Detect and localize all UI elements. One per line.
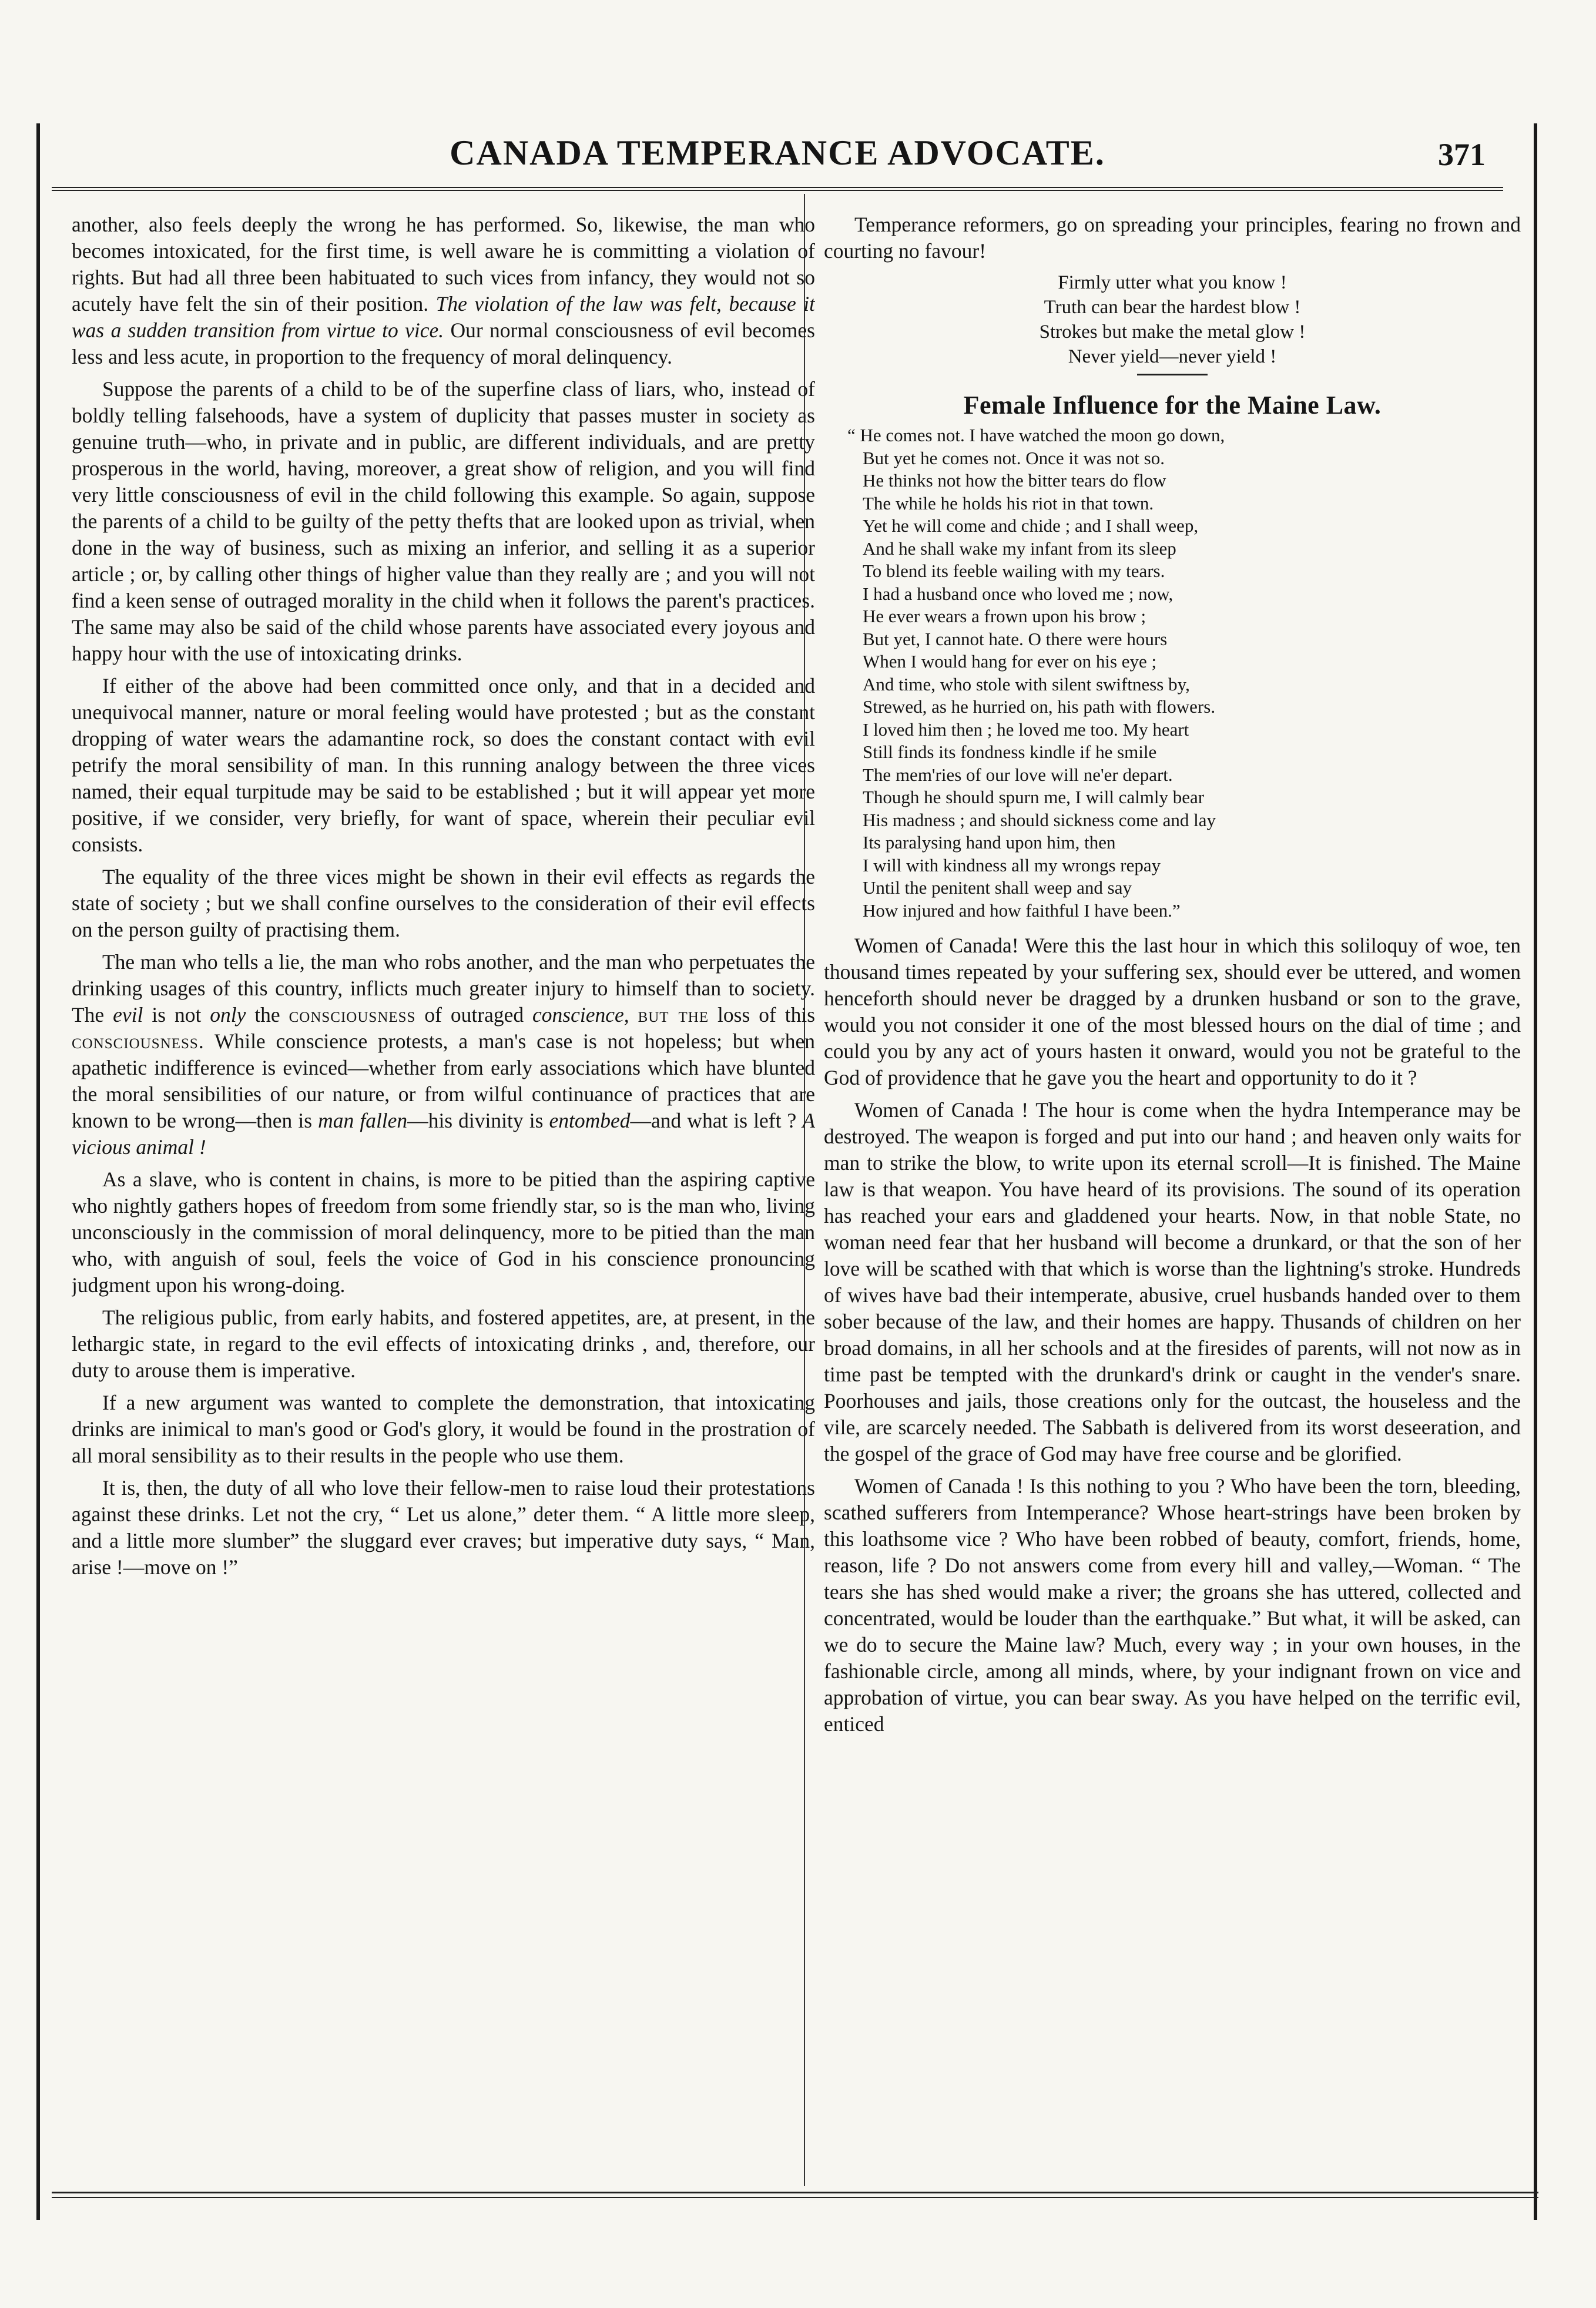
section-rule (1137, 374, 1208, 375)
poem-line: How injured and how faithful I have been.” (863, 900, 1181, 921)
poem-line: And he shall wake my infant from its sleep (863, 538, 1176, 559)
paragraph: The religious public, from early habits, and fostered appetites, are, at present, in the lethargic state, in regard to the evil effects of intoxicating drinks , and, therefore, our duty to arouse them is imperative. (72, 1306, 815, 1382)
poem-line: The mem'ries of our love will ne'er depart. (863, 764, 1173, 785)
poem-line: His madness ; and should sickness come and lay (863, 809, 1216, 830)
poem-line: Still finds its fondness kindle if he smile (863, 742, 1157, 762)
poem-line: He thinks not how the bitter tears do flow (863, 470, 1166, 491)
paragraph: another, also feels deeply the wrong he has performed. So, likewise, the man who becomes intoxicated, for the first time, is well aware he is committing a violation of rights. But had all three been habituated to such vices from infancy, they would not so acutely have felt the sin of their position. The violation of the law was felt, because it was a sudden transition from virtue to vice. Our normal consciousness of evil becomes less and less acute, in proportion to the frequency of moral delinquency. (72, 213, 815, 368)
paragraph: Women of Canada! Were this the last hour in which this soliloquy of woe, ten thousand times repeated by your suffering sex, should ever be uttered, and women henceforth should never be dragged by a drunken husband or son to the grave, would you not consider it one of the most blessed hours on the dial of time ; and could you by any act of yours hasten it onward, would you not be grateful to the God of providence that he gave you the heart and opportunity to do it ? (824, 934, 1521, 1089)
page-header (52, 128, 1503, 191)
poem-line: But yet, I cannot hate. O there were hours (863, 628, 1168, 649)
bottom-rule (52, 2192, 1538, 2198)
paragraph: Women of Canada ! The hour is come when the hydra Intemperance may be destroyed. The weapon is forged and put into our hand ; and heaven only waits for man to strike the blow, to write upon its eternal scroll—It is finished. The Maine law is that weapon. You have heard of its provisions. The sound of its operation has reached your ears and gladdened your hearts. Now, in that noble State, no woman need fear that her husband will become a drunkard, or that the son of her love will be scathed with that which is worse than the lightning's stroke. Hundreds of wives have bad their intemperate, abusive, cruel husbands handed over to them sober because of the law, and their homes are happy. Thusands of children on her broad domains, in all her schools and at the firesides of parents, will not now as in time past be tempted with the drunkard's drink or caught in the vender's snare. Poorhouses and jails, those creations only for the outcast, the houseless and the vile, are scarcely needed. The Sabbath is delivered from its worst deseeration, and the gospel of the grace of God may have free course and be glorified. (824, 1098, 1521, 1465)
left-column (72, 212, 815, 2186)
paragraph: The man who tells a lie, the man who robs another, and the man who perpetuates the drinking usages of this country, inflicts much greater injury to himself than to society. The evil is not only the consciousness of outraged conscience, but the loss of this consciousness. While conscience protests, a man's case is not hopeless; but when apathetic indifference is evinced—whether from early associations which have blunted the moral sensibilities of our nature, or from wilful continuance of practices that are known to be wrong—then is man fallen—his divinity is entombed—and what is left ? A vicious animal ! (72, 950, 815, 1159)
paragraph: Women of Canada ! Is this nothing to you ? Who have been the torn, bleeding, scathed sufferers from Intemperance? Whose heart-strings have been broken by this loathsome vice ? Who have been robbed of beauty, comfort, friends, home, reason, life ? Do not answers come from every hill and valley,—Woman. “ The tears she has shed would make a river; the groans she has uttered, collected and concentrated, would be louder than the earthquake.” But what, it will be asked, can we do to secure the Maine law? Much, every way ; in your own houses, in the fashionable circle, among all minds, where, by your indignant frown on vice and approbation of virtue, you can bear sway. As you have helped on the terrific evil, enticed (824, 1474, 1521, 1736)
paragraph: Temperance reformers, go on spreading your principles, fearing no frown and courting no favour! (824, 213, 1521, 263)
poem-line: Though he should spurn me, I will calmly bear (863, 787, 1205, 807)
verse-line: Strokes but make the metal glow ! (1039, 321, 1306, 343)
poem-line: Until the penitent shall weep and say (863, 877, 1132, 898)
poem-line: And time, who stole with silent swiftness by, (863, 673, 1190, 695)
page-number: 371 (1438, 137, 1486, 172)
poem-line: Yet he will come and chide ; and I shall weep, (863, 515, 1199, 536)
paragraph: Suppose the parents of a child to be of the superfine class of liars, who, instead of boldly telling falsehoods, have a system of duplicity that passes muster in society as genuine truth—who, in private and in public, are different individuals, and are pretty prosperous in the world, having, moreover, a great show of religion, and you will find very little consciousness of evil in the child following this example. So again, suppose the parents of a child to be guilty of the petty thefts that are looked upon as trivial, when done in the way of business, such as mixing an inferior, and selling it as a superior article ; or, by calling other things of higher value than they really are ; and you will not find a keen sense of outraged morality in the child when it follows the parent's practices. The same may also be said of the child whose parents have associated every joyous and happy hour with the use of intoxicating drinks. (72, 377, 815, 665)
poem-line: I will with kindness all my wrongs repay (863, 854, 1161, 875)
poem-line: He ever wears a frown upon his brow ; (863, 606, 1146, 626)
paragraph: It is, then, the duty of all who love their fellow-men to raise loud their protestations against these drinks. Let not the cry, “ Let us alone,” deter them. “ A little more sleep, and a little more slumber” the sluggard ever craves; but imperative duty says, “ Man, arise !—move on !” (72, 1476, 815, 1579)
poem-line: To blend its feeble wailing with my tears. (863, 561, 1165, 581)
paragraph: If a new argument was wanted to complete the demonstration, that intoxicating drinks are inimical to man's good or God's glory, it would be found in the prostration of all moral sensibility as to their results in the people who use them. (72, 1391, 815, 1467)
poem-line: The while he holds his riot in that town. (863, 492, 1154, 514)
paragraph: The equality of the three vices might be shown in their evil effects as regards the state of society ; but we shall confine ourselves to the consideration of their evil effects on the person guilty of practising them. (72, 865, 815, 941)
paragraph: If either of the above had been committed once only, and that in a decided and unequivocal manner, nature or moral feeling would have protested ; but as the constant dropping of water wears the adamantine rock, so does the constant contact with evil petrify the moral sensibility of man. In this running analogy between the three vices named, their equal turpitude may be said to be established ; but it will appear yet more positive, if we consider, very briefly, for want of space, wherein their peculiar evil consists. (72, 674, 815, 856)
poem-line: I loved him then ; he loved me too. My heart (863, 719, 1189, 740)
section-title: Female Influence for the Maine Law. (963, 391, 1382, 420)
verse (824, 270, 1521, 369)
verse-line: Firmly utter what you know ! (1058, 272, 1287, 293)
verse-line: Truth can bear the hardest blow ! (1044, 297, 1301, 318)
poem-line: But yet he comes not. Once it was not so. (863, 447, 1165, 468)
poem (847, 424, 1521, 922)
poem-line: “ He comes not. I have watched the moon go down, (847, 425, 1225, 445)
masthead: CANADA TEMPERANCE ADVOCATE. (450, 133, 1105, 172)
poem-line: Strewed, as he hurried on, his path with flowers. (863, 696, 1216, 717)
poem-line: When I would hang for ever on his eye ; (863, 651, 1157, 672)
right-column (824, 212, 1521, 2186)
poem-line: I had a husband once who loved me ; now, (863, 583, 1173, 604)
verse-line: Never yield—never yield ! (1068, 346, 1277, 367)
poem-line: Its paralysing hand upon him, then (863, 832, 1116, 853)
paragraph: As a slave, who is content in chains, is more to be pitied than the aspiring captive who nightly gathers hopes of freedom from some friendly star, so is the man who, living unconsciously in the commission of moral delinquency, more to be pitied than the man who, with anguish of soul, feels the voice of God in his conscience pronouncing judgment upon his wrong-doing. (72, 1168, 815, 1297)
